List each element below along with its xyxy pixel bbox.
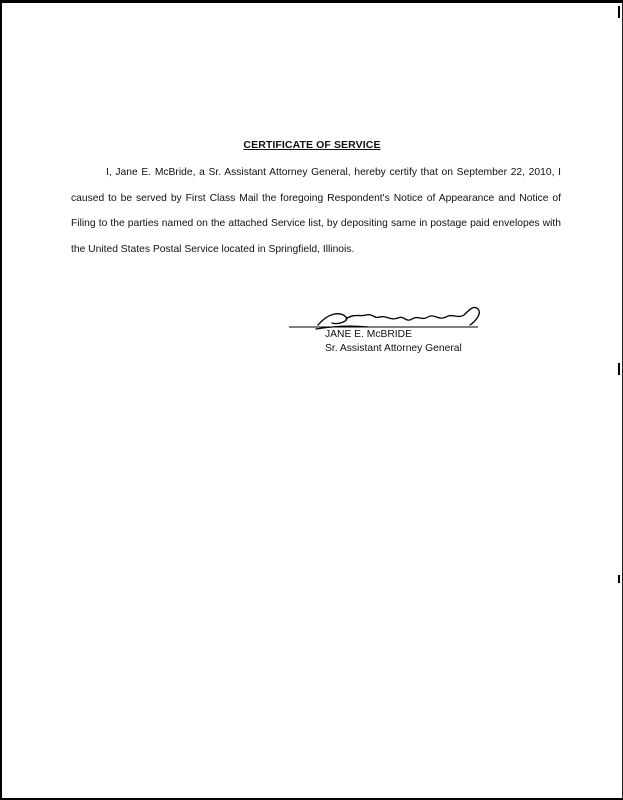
scan-edge-mark bbox=[618, 575, 620, 583]
scan-edge-mark bbox=[618, 363, 620, 375]
certificate-body: I, Jane E. McBride, a Sr. Assistant Attorney General, hereby certify that on September 22, 2010, I caused to be served by First Class Mail the foregoing Respondent's Notice of Appearance and Notice of Filing to the parties named on the attached Service list, by depositing same in postage paid envelopes with the United States Postal Service located in Springfield, Illinois. bbox=[71, 167, 561, 255]
signature-block bbox=[288, 303, 488, 363]
signer-title: Sr. Assistant Attorney General bbox=[325, 343, 462, 354]
certificate-title: CERTIFICATE OF SERVICE bbox=[243, 139, 381, 151]
scan-edge-mark bbox=[618, 6, 620, 18]
signer-name: JANE E. McBRIDE bbox=[325, 329, 412, 340]
